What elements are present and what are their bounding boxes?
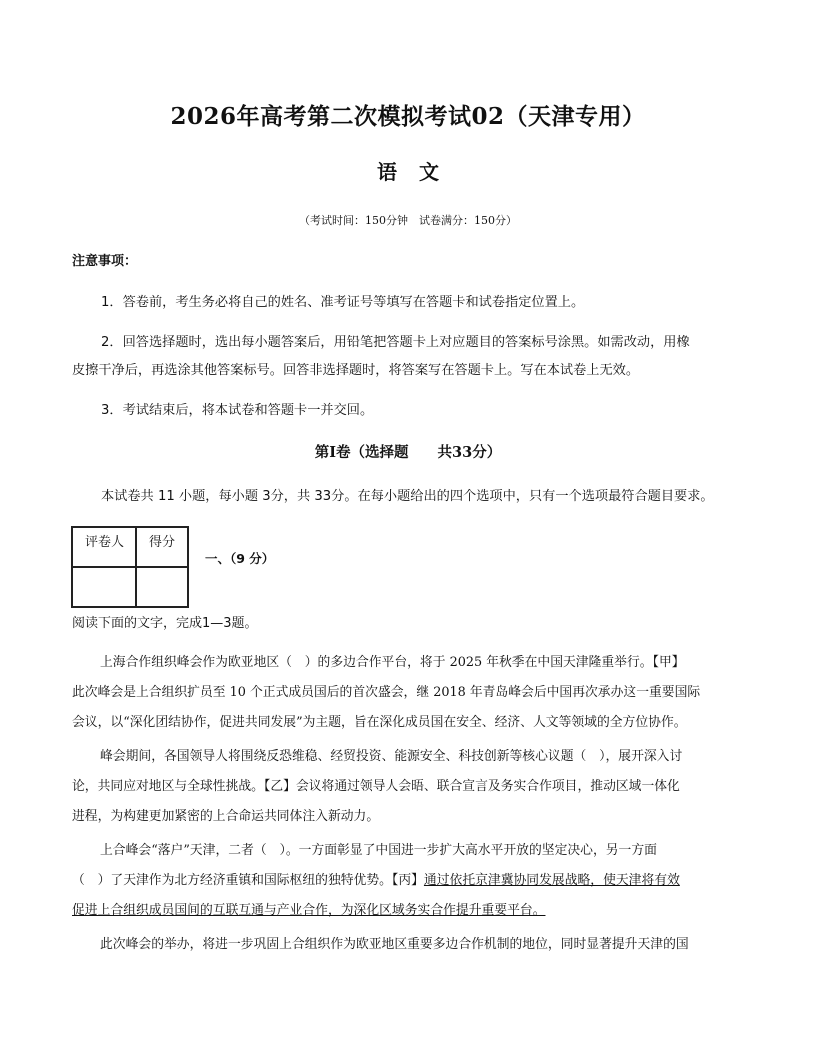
passage-paragraph-4 bbox=[72, 930, 748, 960]
score-cell[interactable] bbox=[137, 568, 187, 606]
passage-p2-line: 论，共同应对地区与全球性挑战。【乙】会议将通过领导人会晤、联合宣言及务实合作项目，推动区域一体化 bbox=[72, 779, 680, 794]
section-intro: 本试卷共 11 小题，每小题 3分，共 33分。在每小题给出的四个选项中，只有一个选项最符合题目要求。 bbox=[101, 489, 714, 504]
passage-p4-line: 此次峰会的举办，将进一步巩固上合组织作为欧亚地区重要多边合作机制的地位，同时显著提升天津的国 bbox=[100, 937, 689, 952]
passage-p3-plain: （ ）了天津作为北方经济重镇和国际枢纽的独特优势。【丙】 bbox=[72, 873, 424, 888]
question-1-heading: 一、（9 分） bbox=[205, 551, 275, 566]
passage-paragraph-3 bbox=[72, 836, 748, 926]
score-table bbox=[71, 526, 189, 608]
passage-p2-line: 进程，为构建更加紧密的上合命运共同体注入新动力。 bbox=[72, 809, 380, 824]
passage-p1-line: 上海合作组织峰会作为欧亚地区（ ）的多边合作平台，将于 2025 年秋季在中国天津隆重举行。【甲】 bbox=[100, 655, 685, 670]
passage-p3-line bbox=[72, 866, 748, 896]
section-title: 第Ⅰ卷（选择题 共33分） bbox=[314, 444, 502, 461]
notice-item-2-line-1: 2．回答选择题时，选出每小题答案后，用铅笔把答题卡上对应题目的答案标号涂黑。如需改动，用橡 bbox=[101, 335, 690, 350]
passage-p1-line: 此次峰会是上合组织扩员至 10 个正式成员国后的首次盛会，继 2018 年青岛峰会后中国再次承办这一重要国际 bbox=[72, 685, 701, 700]
passage-p3-line: 上合峰会“落户”天津，二者（ ）。一方面彰显了中国进一步扩大高水平开放的坚定决心，另一方面 bbox=[100, 843, 657, 858]
score-header: 得分 bbox=[137, 528, 187, 568]
passage-paragraph-2 bbox=[72, 742, 748, 832]
grader-header: 评卷人 bbox=[73, 528, 137, 568]
read-instruction: 阅读下面的文字，完成1—3题。 bbox=[72, 616, 258, 631]
subject-title: 语文 bbox=[377, 160, 461, 184]
notice-item-2-line-2: 皮擦干净后，再选涂其他答案标号。回答非选择题时，将答案写在答题卡上。写在本试卷上无效。 bbox=[72, 363, 640, 378]
notice-heading: 注意事项： bbox=[72, 254, 138, 269]
passage-paragraph-1 bbox=[72, 648, 748, 738]
notice-item-1: 1．答卷前，考生务必将自己的姓名、准考证号等填写在答题卡和试卷指定位置上。 bbox=[101, 295, 585, 310]
passage-p1-line: 会议，以“深化团结协作，促进共同发展”为主题，旨在深化成员国在安全、经济、人文等领域的全方位协作。 bbox=[72, 715, 687, 730]
exam-title: 2026年高考第二次模拟考试02（天津专用） bbox=[170, 103, 646, 130]
passage-p2-line: 峰会期间，各国领导人将围绕反恐维稳、经贸投资、能源安全、科技创新等核心议题（ ），展开深入讨 bbox=[100, 749, 683, 764]
underlined-sentence: 通过依托京津冀协同发展战略，使天津将有效 bbox=[423, 873, 680, 888]
grader-cell[interactable] bbox=[73, 568, 137, 606]
exam-meta: （考试时间：150分钟 试卷满分：150分） bbox=[299, 214, 517, 227]
underlined-sentence-continued: 促进上合组织成员国间的互联互通与产业合作，为深化区域务实合作提升重要平台。 bbox=[72, 903, 546, 918]
notice-item-3: 3．考试结束后，将本试卷和答题卡一并交回。 bbox=[101, 403, 374, 418]
